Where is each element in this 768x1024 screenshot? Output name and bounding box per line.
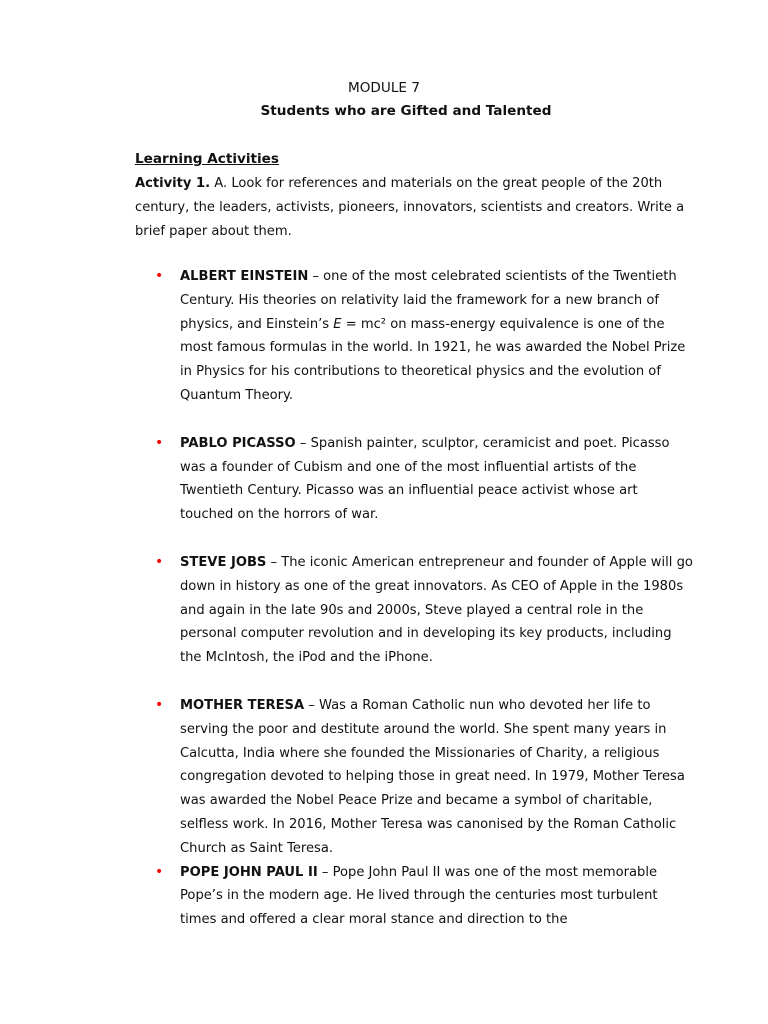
formula-variable: E (333, 316, 342, 332)
person-name: POPE JOHN PAUL II (180, 864, 318, 880)
person-name: PABLO PICASSO (180, 435, 296, 451)
list-item-john-paul (155, 861, 695, 932)
person-name: ALBERT EINSTEIN (180, 269, 309, 284)
people-list (155, 265, 695, 932)
person-description: – one of the most celebrated scientists of the Twentieth Century. His theories on relativity laid the framework for a new branch of physics, and Einstein’s (180, 269, 677, 332)
person-description-cont: = mc² on mass-energy equivalence is one of the most famous formulas in the world. In 1921, he was awarded the Nobel Prize in Physics for his contributions to theoretical physics and the evolution of Quantum Theory. (180, 316, 686, 403)
person-description: – Was a Roman Catholic nun who devoted her life to serving the poor and destitute around the world. She spent many years in Calcutta, India where she founded the Missionaries of Charity, a religious congregation devoted to helping those in great need. In 1979, Mother Teresa was awarded the Nobel Peace Prize and became a symbol of charitable, selfless work. In 2016, Mother Teresa was canonised by the Roman Catholic Church as Saint Teresa. (180, 697, 685, 856)
list-item-jobs (155, 551, 695, 670)
activity-lead: Activity 1. (135, 176, 211, 191)
list-item-einstein (155, 265, 695, 408)
activity-paragraph (135, 172, 695, 243)
bullet-icon: • (155, 434, 164, 451)
list-item-picasso (155, 432, 695, 527)
module-subtitle: Students who are Gifted and Talented (260, 103, 552, 119)
person-description: – The iconic American entrepreneur and founder of Apple will go down in history as one of the great innovators. As CEO of Apple in the 1980s and again in the late 90s and 2000s, Steve played a central role in the personal computer revolution and in developing its key products, including the McIntosh, the iPod and the iPhone. (180, 554, 693, 666)
person-description: – Spanish painter, sculptor, ceramicist and poet. Picasso was a founder of Cubism and one of the most influential artists of the Twentieth Century. Picasso was an influential peace activist whose art touched on the horrors of war. (180, 435, 670, 523)
person-name: STEVE JOBS (180, 554, 267, 570)
person-description: – Pope John Paul II was one of the most memorable Pope’s in the modern age. He lived through the centuries most turbulent times and offered a clear moral stance and direction to the (180, 864, 658, 928)
bullet-icon: • (155, 268, 164, 284)
bullet-icon: • (155, 863, 164, 880)
list-item-teresa (155, 694, 695, 861)
module-title: MODULE 7 (348, 80, 420, 96)
bullet-icon: • (155, 696, 164, 713)
section-heading: Learning Activities (135, 151, 279, 167)
person-name: MOTHER TERESA (180, 697, 305, 713)
activity-text: A. Look for references and materials on the great people of the 20th century, the leaders, activists, pioneers, innovators, scientists and creators. Write a brief paper about them. (135, 176, 685, 239)
bullet-icon: • (155, 553, 164, 570)
